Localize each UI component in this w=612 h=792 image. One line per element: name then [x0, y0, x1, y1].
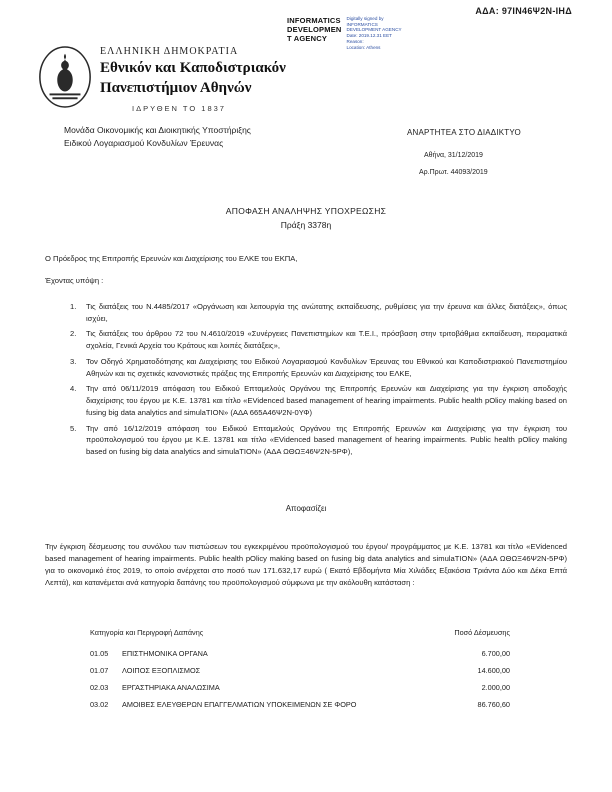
intro-line: Ο Πρόεδρος της Επιτροπής Ερευνών και Διαχείρισης του ΕΛΚΕ του ΕΚΠΑ, — [45, 253, 298, 263]
place-and-date: Αθήνα, 31/12/2019 — [424, 152, 483, 159]
expense-table — [90, 628, 510, 711]
ada-code: ΑΔΑ: 97ΙΝ46Ψ2Ν-ΙΗΔ — [475, 6, 572, 16]
signature-details: Digitally signed by INFORMATICS DEVELOPMENT AGENCY Date: 2019.12.31 EET Reason: Location: Athens — [346, 16, 402, 50]
issuing-unit — [64, 124, 251, 150]
decision-paragraph: Την έγκριση δέσμευσης του συνόλου των πιστώσεων του εγκεκριμένου προϋπολογισμού του έργου/ προγράμματος με Κ.Ε. 13781 και τίτλο «EVidenced based management of hearing impairments. Public health pOlicy making based on fusing big data analytics and simulaTION» (ΑΔΑ ΩΘΩΞ46Ψ2Ν-5ΡΦ) για το οικονομικό έτος 2019, το οποίο ανέρχεται στο ποσό των 171.632,17 ευρώ ( Εκατό Εβδομήντα Μία Χιλιάδες Εξακόσια Τριάντα Δύο και Δέκα Επτά Λεπτά), και κατανέμεται ανά κατηγορία δαπάνης του προϋπολογισμού σύμφωνα με την ακόλουθη κατάσταση : — [45, 541, 567, 588]
item-text: Τις διατάξεις του άρθρου 72 του Ν.4610/2019 «Συνέργειες Πανεπιστημίων και Τ.Ε.Ι., πρόσβαση στην τριτοβάθμια εκπαίδευση, πειραματικά σχολεία, Γενικά Αρχεία του Κράτους και λοιπές διατάξεις», — [86, 329, 567, 351]
expense-code: 01.05 — [90, 648, 109, 658]
list-item — [70, 328, 567, 352]
university-emblem-logo — [36, 44, 94, 110]
expense-description: ΕΡΓΑΣΤΗΡΙΑΚΑ ΑΝΑΛΩΣΙΜΑ — [122, 682, 220, 692]
protocol-number: Αρ.Πρωτ. 44093/2019 — [419, 169, 488, 176]
column-header-category: Κατηγορία και Περιγραφή Δαπάνης — [90, 627, 204, 637]
expense-code: 03.02 — [90, 700, 109, 710]
table-row — [90, 683, 510, 693]
item-number: 1. — [70, 301, 77, 311]
expense-description: ΛΟΙΠΟΣ ΕΞΟΠΛΙΣΜΟΣ — [122, 665, 201, 675]
table-header-row — [90, 628, 510, 637]
hellenic-republic-label: ΕΛΛΗΝΙΚΗ ΔΗΜΟΚΡΑΤΙΑ — [100, 46, 239, 57]
table-row — [90, 700, 510, 710]
table-row — [90, 666, 510, 676]
item-text: Τον Οδηγό Χρηματοδότησης και Διαχείρισης του Ειδικού Λογαριασμού Κονδυλίων Έρευνας του Εθνικού και Καποδιστριακού Πανεπιστημίου Αθηνών και τις σχετικές κανονιστικές πράξεις της Επιτροπής Ερευνών και Διαχείρισης του ΕΛΚΕ, — [86, 356, 567, 378]
list-item — [70, 383, 567, 418]
column-header-amount: Ποσό Δέσμευσης — [454, 627, 510, 637]
expense-amount: 2.000,00 — [481, 682, 510, 692]
item-number: 2. — [70, 329, 77, 339]
expense-amount: 14.600,00 — [477, 665, 510, 675]
list-item — [70, 423, 567, 458]
table-row — [90, 649, 510, 659]
item-text: Την από 06/11/2019 απόφαση του Ειδικού Επταμελούς Οργάνου της Επιτροπής Ερευνών και Διαχείρισης για την έγκριση αποδοχής διαχείρισης του έργου με Κ.Ε. 13781 και τίτλο «EVidenced based management of hearing impairments. Public health pOlicy making based on fusing big data analytics and simulaTION» (ΑΔΑ 665Α46Ψ2Ν-0ΥΦ) — [86, 384, 567, 417]
document-title: ΑΠΟΦΑΣΗ ΑΝΑΛΗΨΗΣ ΥΠΟΧΡΕΩΣΗΣ — [225, 206, 387, 216]
digital-signature-stamp — [287, 16, 425, 50]
unit-line2: Ειδικού Λογαριασμού Κονδυλίων Έρευνας — [64, 138, 224, 149]
university-name-line2: Πανεπιστήμιον Αθηνών — [100, 80, 252, 96]
list-item — [70, 301, 567, 325]
legal-basis-list — [45, 301, 567, 458]
item-text: Την από 16/12/2019 απόφαση του Ειδικού Επταμελούς Οργάνου της Επιτροπής Ερευνών και Διαχείρισης για την έγκριση του προϋπολογισμού του έργου με Κ.Ε. 13781 και τίτλο «EVidenced based management of hearing impairments. Public health pOlicy making based on fusing big data analytics and simulaTION» (ΑΔΑ ΩΘΩΞ46Ψ2Ν-5ΡΦ), — [86, 423, 567, 457]
document-body — [45, 205, 567, 717]
item-number: 5. — [70, 423, 77, 433]
expense-amount: 6.700,00 — [481, 648, 510, 658]
item-text: Τις διατάξεις του Ν.4485/2017 «Οργάνωση και λειτουργία της ανώτατης εκπαίδευσης, ρυθμίσεις για την έρευνα και άλλες διατάξεις», όπως ισχύει, — [86, 301, 567, 323]
unit-line1: Μονάδα Οικονομικής και Διοικητικής Υποστήριξης — [64, 125, 251, 135]
publish-on-web-note: ΑΝΑΡΤΗΤΕΑ ΣΤΟ ΔΙΑΔΙΚΤΥΟ — [407, 128, 521, 137]
university-name-line1: Εθνικόν και Καποδιστριακόν — [100, 60, 286, 76]
expense-code: 01.07 — [90, 665, 109, 675]
expense-amount: 86.760,60 — [477, 700, 510, 710]
expense-description: ΕΠΙΣΤΗΜΟΝΙΚΑ ΟΡΓΑΝΑ — [122, 648, 208, 658]
item-number: 3. — [70, 356, 77, 366]
signature-agency-name: INFORMATICS DEVELOPMEN T AGENCY — [287, 16, 342, 43]
expense-code: 02.03 — [90, 682, 109, 692]
decision-word: Αποφασίζει — [285, 503, 327, 513]
list-item — [70, 356, 567, 380]
expense-description: ΑΜΟΙΒΕΣ ΕΛΕΥΘΕΡΩΝ ΕΠΑΓΓΕΛΜΑΤΙΩΝ ΥΠΟΚΕΙΜΕΝΩΝ ΣΕ ΦΟΡΟ — [122, 700, 357, 710]
act-number: Πράξη 3378η — [280, 219, 332, 230]
item-number: 4. — [70, 384, 77, 394]
having-regard-line: Έχοντας υπόψη : — [45, 275, 104, 285]
founded-label: ΙΔΡΥΘΕΝ ΤΟ 1837 — [132, 104, 226, 113]
